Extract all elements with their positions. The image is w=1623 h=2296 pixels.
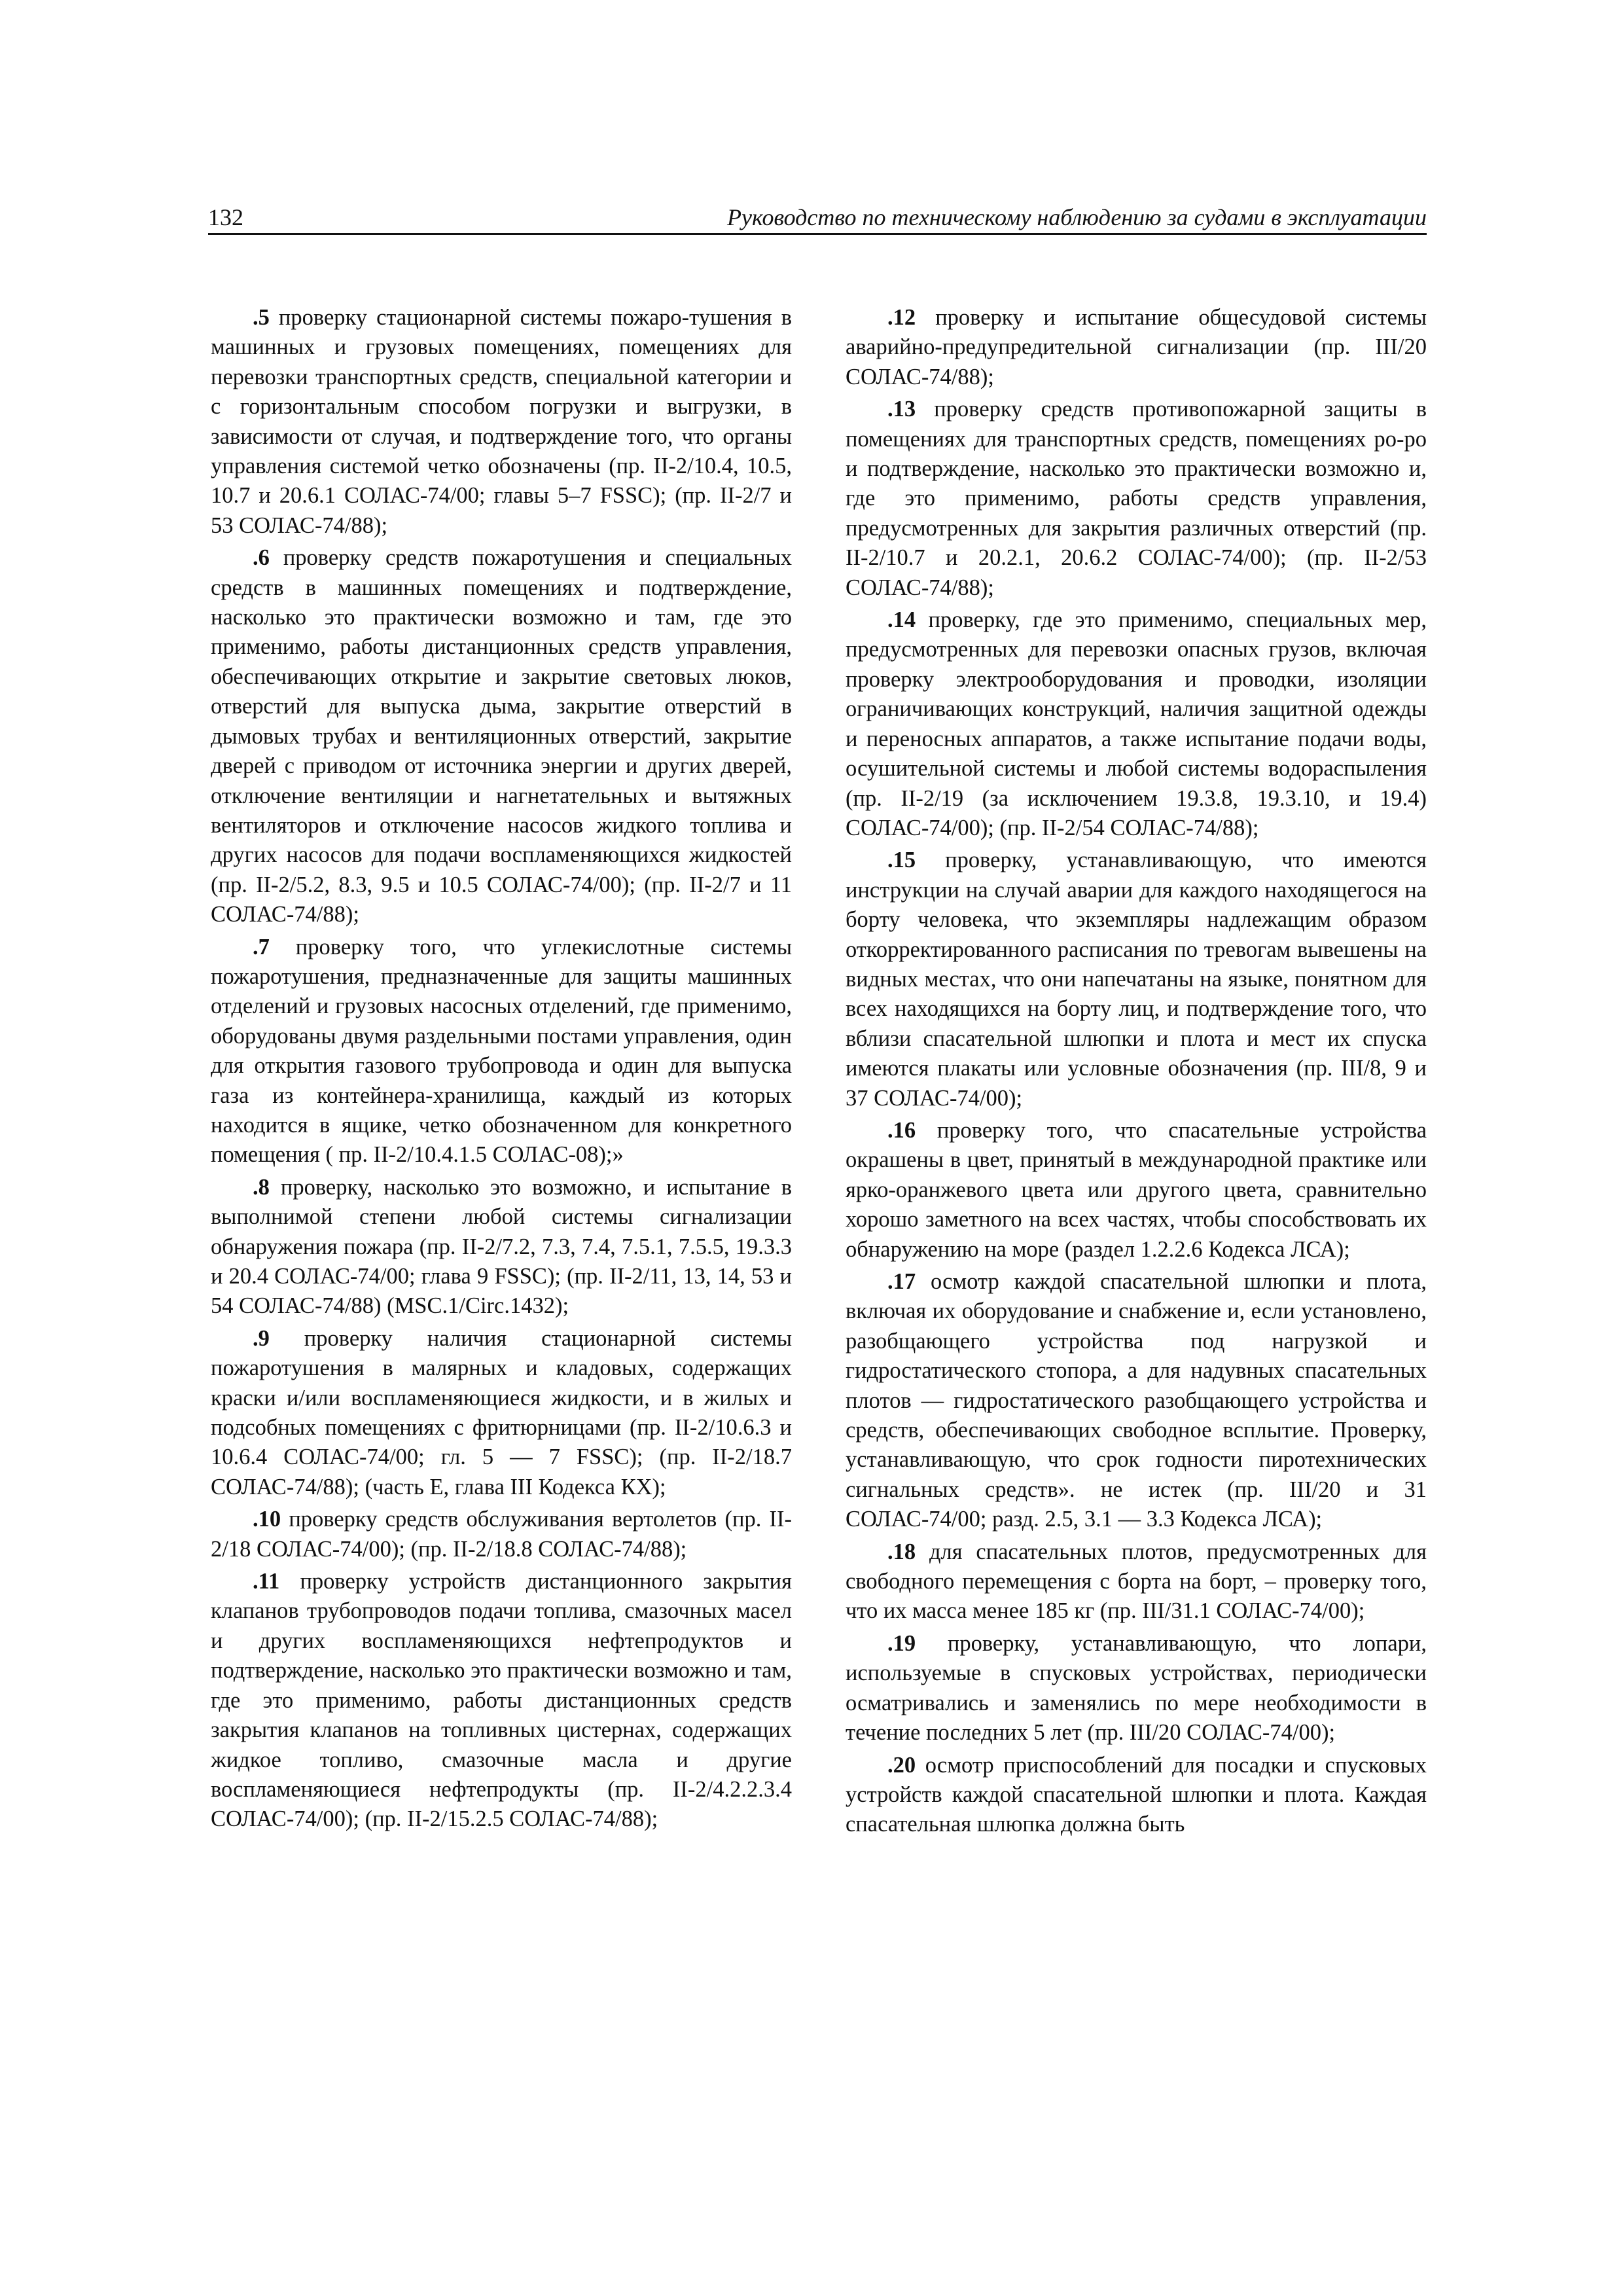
paragraph-text: проверку устройств дистанционного закрытия клапанов трубопроводов подачи топлива, смазочных масел и других воспламеняющихся нефтепродуктов и подтверждение, насколько это практически возможно и там, где это применимо, работы дистанционных средств закрытия клапанов на топливных цистернах, содержащих жидкое топливо, смазочные масла и другие воспламеняющиеся нефтепродукты (пр. II-2/4.2.2.3.4 СОЛАС-74/00); (пр. II-2/15.2.5 СОЛАС-74/88); xyxy=(211,1569,792,1832)
paragraph-number: .14 xyxy=(887,607,916,633)
paragraph-number: .15 xyxy=(887,848,916,873)
paragraph-12 xyxy=(846,303,1427,392)
paragraph-text: проверку и испытание общесудовой системы аварийно-предупредительной сигнализации (пр. III/20 СОЛАС-74/88); xyxy=(846,305,1427,389)
paragraph-text: проверку того, что углекислотные системы пожаротушения, предназначенные для защиты машинных отделений и грузовых насосных отделений, где применимо, оборудованы двумя раздельными постами управления, один для открытия газового трубопровода и один для выпуска газа из контейнера-хранилища, каждый из которых находится в ящике, четко обозначенном для конкретного помещения ( пр. II-2/10.4.1.5 СОЛАС-08);» xyxy=(211,934,793,1168)
paragraph-8 xyxy=(211,1173,792,1321)
paragraph-19 xyxy=(846,1629,1427,1748)
paragraph-11 xyxy=(211,1567,792,1835)
paragraph-16 xyxy=(846,1116,1427,1265)
paragraph-number: .19 xyxy=(887,1630,916,1656)
paragraph-17 xyxy=(846,1267,1427,1535)
paragraph-number: .6 xyxy=(253,545,270,571)
page-header xyxy=(208,194,1427,235)
paragraph-text: для спасательных плотов, предусмотренных для свободного перемещения с борта на борт, – проверку того, что их масса менее 185 кг (пр. III/31.1 СОЛАС-74/00); xyxy=(846,1539,1427,1624)
paragraph-18 xyxy=(846,1537,1427,1626)
paragraph-number: .7 xyxy=(253,934,270,960)
paragraph-number: .18 xyxy=(887,1539,916,1564)
paragraph-text: проверку, где это применимо, специальных мер, предусмотренных для перевозки опасных грузов, включая проверку электрооборудования и проводки, изоляции ограничивающих конструкций, наличия защитной одежды и переносных аппаратов, а также испытание подачи воды, осушительной системы и любой системы водораспыления (пр. II-2/19 (за исключением 19.3.8, 19.3.10, и 19.4) СОЛАС-74/00); (пр. II-2/54 СОЛАС-74/88); xyxy=(846,607,1427,840)
paragraph-number: .17 xyxy=(887,1269,916,1294)
paragraph-text: проверку средств противопожарной защиты в помещениях для транспортных средств, помещениях ро-ро и подтверждение, насколько это практически возможно и, где это применимо, работы средств управления, предусмотренных для закрытия различных отверстий (пр. II-2/10.7 и 20.2.1, 20.6.2 СОЛАС-74/00); (пр. II-2/53 СОЛАС-74/88); xyxy=(846,397,1427,600)
paragraph-text: проверку средств пожаротушения и специальных средств в машинных помещениях и подтверждение, насколько это практически возможно и там, где это применимо, работы дистанционных средств управления, обеспечивающих открытие и закрытие световых люков, отверстий для выпуска дыма, закрытие отверстий в дымовых трубах и вентиляционных отверстий, закрытие дверей с приводом от источника энергии и других дверей, отключение вентиляции и нагнетательных и вытяжных вентиляторов и отключение насосов жидкого топлива и других насосов для подачи воспламеняющихся жидкостей (пр. II-2/5.2, 8.3, 9.5 и 10.5 СОЛАС-74/00); (пр. II-2/7 и 11 СОЛАС-74/88); xyxy=(211,545,792,927)
paragraph-number: .12 xyxy=(887,305,916,330)
paragraph-number: .10 xyxy=(253,1507,281,1532)
paragraph-number: .8 xyxy=(253,1174,270,1200)
paragraph-text: проверку, устанавливающую, что имеются инструкции на случай аварии для каждого находящегося на борту человека, что экземпляры надлежащим образом откорректированного расписания по тревогам вывешены на видных местах, что они напечатаны на языке, понятном для всех находящихся на борту лиц, и подтверждение того, что вблизи спасательной шлюпки и плота и мест их спуска имеются плакаты или условные обозначения (пр. III/8, 9 и 37 СОЛАС-74/00); xyxy=(846,848,1427,1111)
running-title: Руководство по техническому наблюдению за судами в эксплуатации xyxy=(727,204,1427,230)
paragraph-text: проверку средств обслуживания вертолетов (пр. II-2/18 СОЛАС-74/00); (пр. II-2/18.8 СОЛАС-74/88); xyxy=(211,1507,792,1562)
paragraph-text: проверку наличия стационарной системы пожаротушения в малярных и кладовых, содержащих краски и/или воспламеняющиеся жидкости, и в жилых и подсобных помещениях с фритюрницами (пр. II-2/10.6.3 и 10.6.4 СОЛАС-74/00; гл. 5 — 7 FSSC); (пр. II-2/18.7 СОЛАС-74/88); (часть Е, глава III Кодекса КХ); xyxy=(211,1325,792,1499)
right-column xyxy=(846,303,1427,1842)
paragraph-number: .20 xyxy=(887,1752,916,1778)
page-number: 132 xyxy=(208,204,243,230)
paragraph-15 xyxy=(846,846,1427,1113)
paragraph-13 xyxy=(846,395,1427,603)
paragraph-number: .9 xyxy=(253,1325,270,1351)
left-column xyxy=(211,303,792,1837)
paragraph-14 xyxy=(846,605,1427,843)
paragraph-9 xyxy=(211,1324,792,1502)
paragraph-5 xyxy=(211,303,792,541)
paragraph-text: проверку, насколько это возможно, и испытание в выполнимой степени любой системы сигнализации обнаружения пожара (пр. II-2/7.2, 7.3, 7.4, 7.5.1, 7.5.5, 19.3.3 и 20.4 СОЛАС-74/00; глава 9 FSSC); (пр. II-2/11, 13, 14, 53 и 54 СОЛАС-74/88) (MSC.1/Circ.1432); xyxy=(211,1174,792,1319)
paragraph-text: осмотр каждой спасательной шлюпки и плота, включая их оборудование и снабжение и, если установлено, разобщающего устройства под нагрузкой и гидростатического стопора, а для надувных спасательных плотов — гидростатического разобщающего устройства и средств, обеспечивающих свободное всплытие. Проверку, устанавливающую, что срок годности пиротехнических сигнальных средств». не истек (пр. III/20 и 31 СОЛАС-74/00; разд. 2.5, 3.1 — 3.3 Кодекса ЛСА); xyxy=(846,1269,1427,1532)
paragraph-20 xyxy=(846,1751,1427,1840)
paragraph-text: проверку, устанавливающую, что лопари, используемые в спусковых устройствах, периодически осматривались и заменялись по мере необходимости в течение последних 5 лет (пр. III/20 СОЛАС-74/00); xyxy=(846,1630,1427,1746)
paragraph-7 xyxy=(211,933,792,1170)
paragraph-number: .13 xyxy=(887,397,916,422)
paragraph-number: .5 xyxy=(253,305,270,330)
paragraph-text: проверку стационарной системы пожаро-тушения в машинных и грузовых помещениях, помещениях для перевозки транспортных средств, специальной категории и с горизонтальным способом погрузки и выгрузки, в зависимости от случая, и подтверждение того, что органы управления системой четко обозначены (пр. II-2/10.4, 10.5, 10.7 и 20.6.1 СОЛАС-74/00; главы 5–7 FSSC); (пр. II-2/7 и 53 СОЛАС-74/88); xyxy=(211,305,792,538)
paragraph-10 xyxy=(211,1505,792,1564)
paragraph-number: .16 xyxy=(887,1117,916,1143)
paragraph-text: осмотр приспособлений для посадки и спусковых устройств каждой спасательной шлюпки и плота. Каждая спасательная шлюпка должна быть xyxy=(846,1752,1427,1837)
paragraph-number: .11 xyxy=(253,1569,280,1594)
paragraph-6 xyxy=(211,543,792,929)
paragraph-text: проверку того, что спасательные устройства окрашены в цвет, принятый в международной практике или ярко-оранжевого цвета или другого цвета, сравнительно хорошо заметного на всех частях, чтобы способствовать их обнаружению на море (раздел 1.2.2.6 Кодекса ЛСА); xyxy=(846,1117,1427,1262)
